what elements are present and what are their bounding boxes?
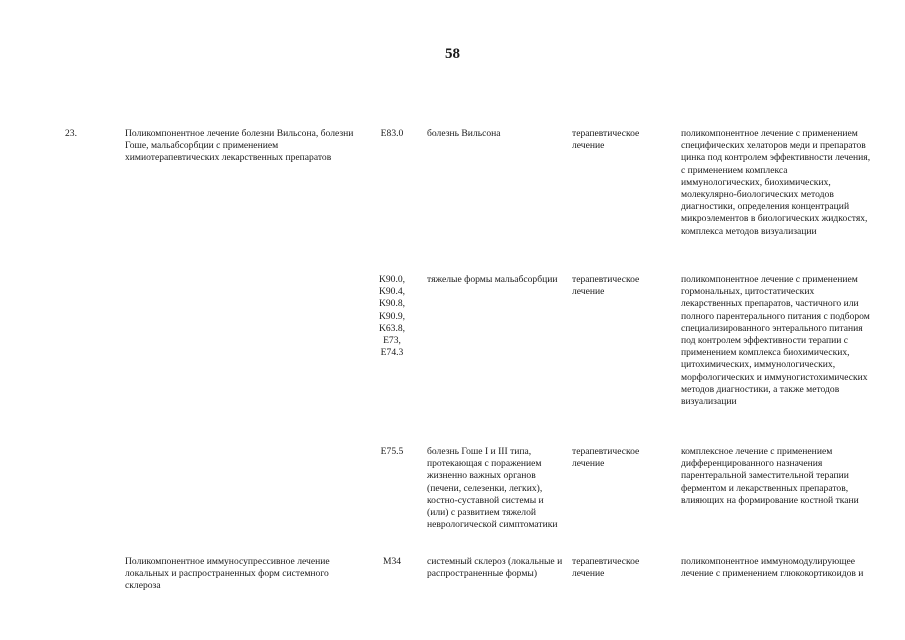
diagnosis: системный склероз (локальные и распространенные формы) bbox=[427, 556, 563, 580]
diagnosis: тяжелые формы мальабсорбции bbox=[427, 274, 558, 285]
treatment-type: терапевтическое лечение bbox=[572, 446, 640, 470]
icd-code: K90.0, K90.4, K90.8, K90.9, K63.8, E73, E74.3 bbox=[378, 274, 406, 359]
treatment-method: комплексное лечение с применением дифференцированного назначения парентеральной заместительной терапии ферментом и лекарственных препаратов, влияющих на формирование костной ткани bbox=[681, 446, 859, 506]
icd-code: M34 bbox=[382, 556, 402, 567]
treatment-method: поликомпонентное лечение с применением гормональных, цитостатических лекарственных препаратов, частичного или полного парентерального питания с подбором специализированного энтерального питания под контролем эффективности терапии с применением комплекса биохимических, цитохимических, иммунологических, морфологических и иммуногистохимических методов диагностики, а также методов визуализации bbox=[681, 274, 870, 408]
treatment-type: терапевтическое лечение bbox=[572, 128, 640, 152]
treatment-type: терапевтическое лечение bbox=[572, 274, 640, 298]
diagnosis: болезнь Вильсона bbox=[427, 128, 501, 139]
row-number: 23. bbox=[65, 128, 77, 139]
treatment-group-name: Поликомпонентное иммуносупрессивное лечение локальных и распространенных форм системного склероза bbox=[125, 556, 330, 592]
treatment-method: поликомпонентное лечение с применением специфических хелаторов меди и препаратов цинка под контролем эффективности лечения, с применением комплекса иммунологических, биохимических, молекулярно-биологических методов диагностики, определения концентраций микроэлементов в биологических жидкостях, комплекса методов визуализации bbox=[681, 128, 871, 237]
treatment-method: поликомпонентное иммуномодулирующее лечение с применением глюкокортикоидов и bbox=[681, 556, 864, 580]
icd-code: E83.0 bbox=[380, 128, 404, 139]
treatment-type: терапевтическое лечение bbox=[572, 556, 640, 580]
diagnosis: болезнь Гоше I и III типа, протекающая с поражением жизненно важных органов (печени, селезенки, легких), костно-суставной системы и (или) с развитием тяжелой неврологической симптоматики bbox=[427, 446, 558, 531]
page-number: 58 bbox=[445, 46, 460, 62]
treatment-group-name: Поликомпонентное лечение болезни Вильсона, болезни Гоше, мальабсорбции с применением химиотерапевтических лекарственных препаратов bbox=[125, 128, 354, 164]
icd-code: E75.5 bbox=[380, 446, 404, 457]
